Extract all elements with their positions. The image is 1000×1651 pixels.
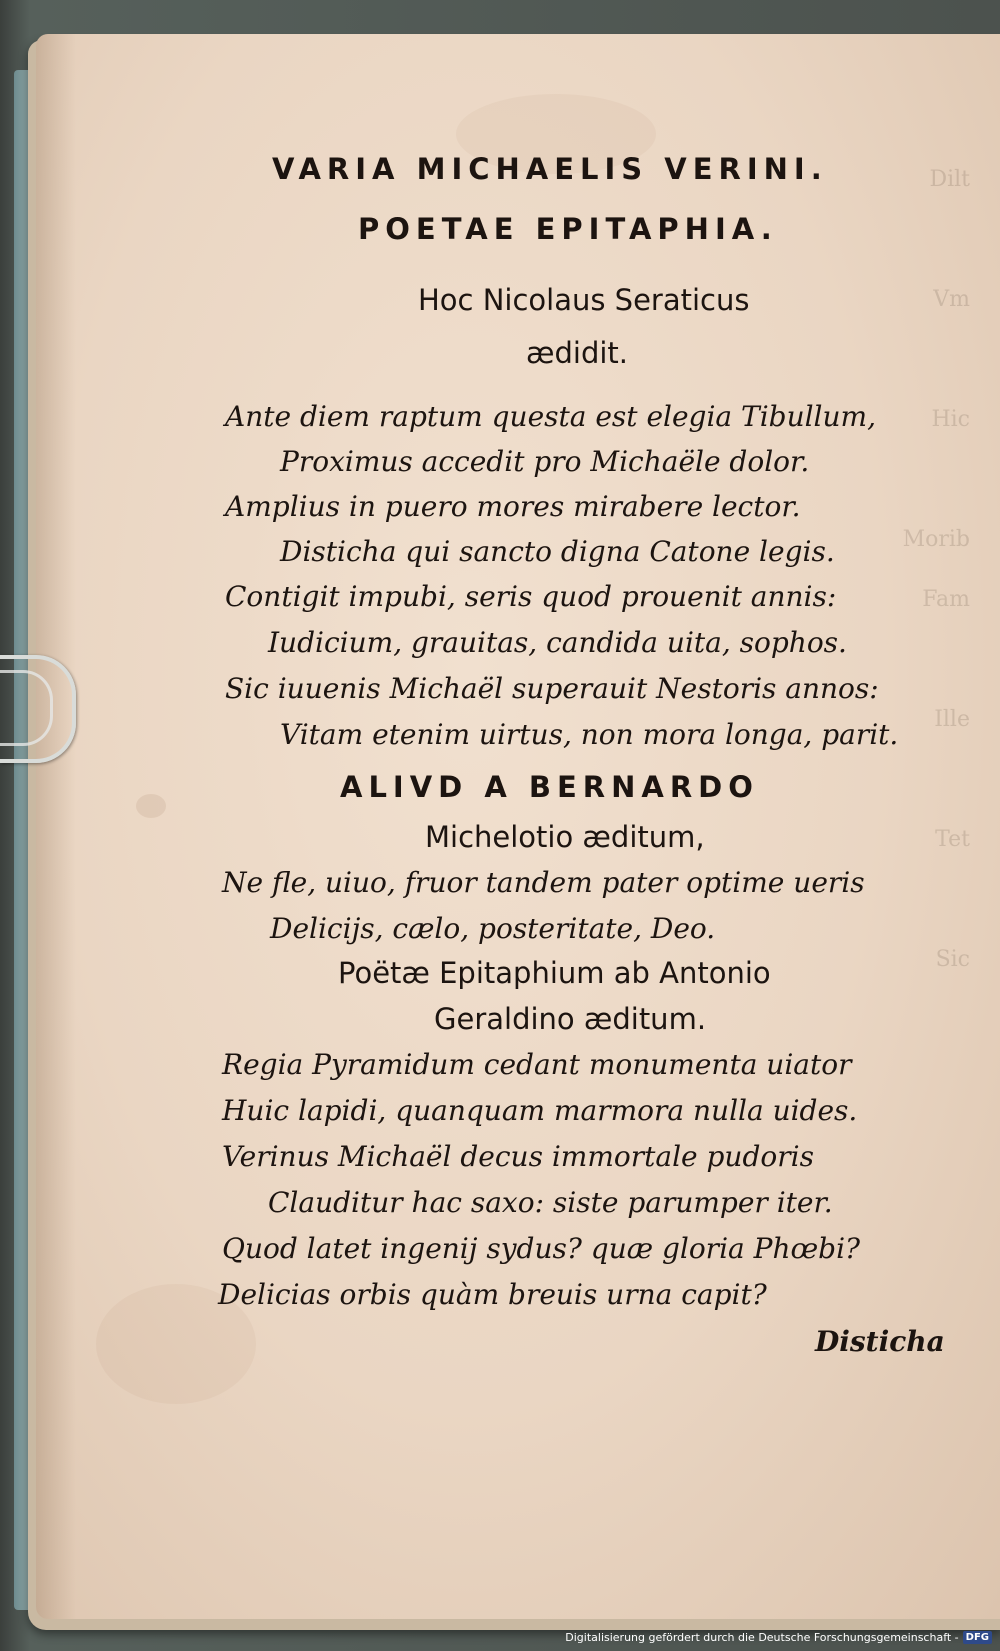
page-stain — [136, 794, 166, 818]
catchword: Disticha — [815, 1325, 945, 1358]
section-2-title-1: ALIVD A BERNARDO — [340, 770, 759, 804]
verse-line: Verinus Michaël decus immortale pudoris — [222, 1140, 814, 1173]
show-through-text: Dilt Vm Hic Morib Fam Ille Tet Sic — [902, 167, 970, 972]
section-3-title-1: Poëtæ Epitaphium ab Antonio — [338, 956, 771, 990]
dfg-logo: DFG — [963, 1631, 992, 1644]
verse-line: Huic lapidi, quanquam marmora nulla uides. — [222, 1094, 858, 1127]
verse-line: Clauditur hac saxo: siste parumper iter. — [268, 1186, 833, 1219]
verse-line: Amplius in puero mores mirabere lector. — [225, 490, 801, 523]
verse-line: Iudicium, grauitas, candida uita, sophos. — [268, 626, 847, 659]
verse-line: Quod latet ingenij sydus? quæ gloria Phœbi? — [222, 1232, 861, 1265]
verse-line: Delicias orbis quàm breuis urna capit? — [218, 1278, 767, 1311]
page-clip-inner — [0, 670, 53, 746]
section-1-title-1: Hoc Nicolaus Seraticus — [418, 283, 750, 317]
verse-line: Ante diem raptum questa est elegia Tibullum, — [225, 400, 876, 433]
verse-line: Disticha qui sancto digna Catone legis. — [280, 535, 835, 568]
section-1-title-2: ædidit. — [526, 336, 628, 370]
heading-line-2: POETAE EPITAPHIA. — [358, 212, 778, 246]
verse-line: Regia Pyramidum cedant monumenta uiator — [222, 1048, 852, 1081]
verse-line: Sic iuuenis Michaël superauit Nestoris annos: — [225, 672, 879, 705]
section-2-title-2: Michelotio æditum, — [425, 820, 705, 854]
credit-text: Digitalisierung gefördert durch die Deutsche Forschungsgemeinschaft - — [565, 1630, 959, 1644]
verse-line: Proximus accedit pro Michaële dolor. — [280, 445, 810, 478]
verse-line: Ne fle, uiuo, fruor tandem pater optime ueris — [222, 866, 865, 899]
digitization-credit — [565, 1626, 992, 1648]
verse-line: Delicijs, cælo, posteritate, Deo. — [270, 912, 716, 945]
heading-line-1: VARIA MICHAELIS VERINI. — [272, 152, 828, 186]
verse-line: Contigit impubi, seris quod prouenit annis: — [225, 580, 837, 613]
section-3-title-2: Geraldino æditum. — [434, 1002, 707, 1036]
verse-line: Vitam etenim uirtus, non mora longa, parit. — [280, 718, 899, 751]
